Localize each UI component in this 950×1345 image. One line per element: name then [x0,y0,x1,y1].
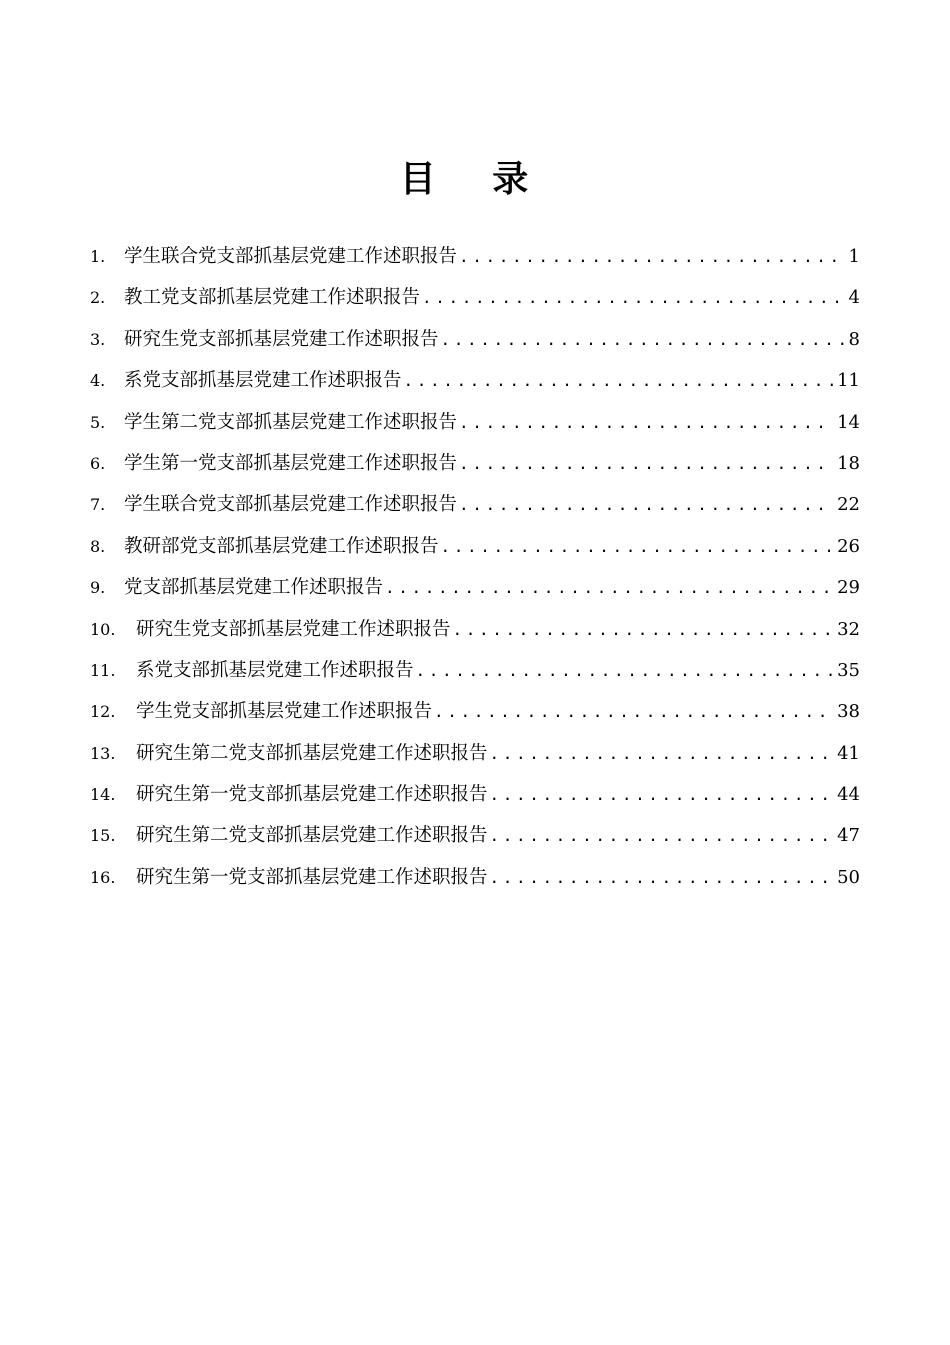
toc-entry-title: 学生党支部抓基层党建工作述职报告 [136,701,433,723]
toc-entry-title: 教研部党支部抓基层党建工作述职报告 [124,535,439,557]
toc-entry[interactable] [90,774,860,815]
toc-entry-title: 教工党支部抓基层党建工作述职报告 [124,287,421,309]
toc-entry-title: 学生第二党支部抓基层党建工作述职报告 [124,411,458,433]
toc-entry-page: 29 [837,577,860,599]
toc-entry-number: 14. [90,785,116,805]
toc-entry-title: 研究生第一党支部抓基层党建工作述职报告 [136,784,488,806]
toc-entry-page: 8 [848,328,860,350]
toc-entry-number: 7. [90,495,106,515]
toc-entry[interactable] [90,733,860,774]
toc-entry-page: 44 [837,784,860,806]
toc-dot-leader [453,609,834,650]
toc-dot-leader [490,774,834,815]
toc-entry[interactable] [90,650,860,691]
toc-entry-number: 8. [90,536,106,556]
toc-entry-number: 6. [90,453,106,473]
toc-dot-leader [459,402,833,443]
toc-entry-page: 26 [837,535,860,557]
toc-entry-number: 13. [90,743,116,763]
toc-entry[interactable] [90,567,860,608]
toc-entry[interactable] [90,526,860,567]
toc-entry[interactable] [90,360,860,401]
toc-entry-title: 研究生第二党支部抓基层党建工作述职报告 [136,742,488,764]
toc-entry-number: 5. [90,412,106,432]
toc-entry[interactable] [90,277,860,318]
toc-dot-leader [422,277,845,318]
toc-entry[interactable] [90,484,860,525]
toc-dot-leader [459,443,833,484]
toc-dot-leader [441,526,834,567]
toc-entry-page: 18 [837,452,860,474]
toc-entry-number: 3. [90,329,106,349]
toc-entry-title: 学生第一党支部抓基层党建工作述职报告 [124,452,458,474]
toc-entry[interactable] [90,609,860,650]
toc-entry-page: 41 [837,742,860,764]
toc-entry-page: 38 [837,701,860,723]
toc-entry[interactable] [90,815,860,856]
toc-entry-page: 4 [848,287,860,309]
toc-entry-number: 15. [90,826,116,846]
toc-entry-number: 11. [90,660,116,680]
toc-dot-leader [490,733,834,774]
toc-entry-title: 学生联合党支部抓基层党建工作述职报告 [124,494,458,516]
toc-entry[interactable] [90,319,860,360]
toc-entry-page: 32 [837,618,860,640]
toc-entry-title: 研究生第一党支部抓基层党建工作述职报告 [136,866,488,888]
toc-entry-number: 10. [90,619,116,639]
toc-entry-page: 14 [837,411,860,433]
toc-entry-page: 11 [837,370,860,392]
toc-dot-leader [404,360,834,401]
toc-entry-title: 研究生党支部抓基层党建工作述职报告 [124,328,439,350]
toc-entry-page: 35 [837,659,860,681]
toc-entry-page: 47 [837,825,860,847]
toc-dot-leader [459,236,845,277]
toc-entry-title: 学生联合党支部抓基层党建工作述职报告 [124,246,458,267]
toc-entry[interactable] [90,857,860,898]
toc-dot-leader [434,691,833,732]
toc-entry-title: 系党支部抓基层党建工作述职报告 [136,659,414,681]
toc-dot-leader [459,484,833,525]
toc-dot-leader [490,815,834,856]
toc-entry-number: 9. [90,578,106,598]
toc-entry-page: 22 [837,494,860,516]
toc-entry-number: 4. [90,371,106,391]
toc-entry-page: 50 [837,866,860,888]
toc-entry-title: 研究生第二党支部抓基层党建工作述职报告 [136,825,488,847]
toc-entry-page: 1 [848,246,860,267]
toc-title: 目 录 [399,159,551,200]
toc-entry-number: 12. [90,702,116,722]
toc-entry-number: 16. [90,867,116,887]
toc-dot-leader [385,567,833,608]
toc-list [90,236,860,898]
toc-entry-number: 2. [90,288,106,308]
toc-entry[interactable] [90,691,860,732]
toc-entry-title: 系党支部抓基层党建工作述职报告 [124,370,402,392]
toc-entry-title: 研究生党支部抓基层党建工作述职报告 [136,618,451,640]
toc-dot-leader [441,319,845,360]
toc-entry-number: 1. [90,247,106,266]
toc-entry[interactable] [90,402,860,443]
toc-dot-leader [490,857,834,898]
toc-entry-title: 党支部抓基层党建工作述职报告 [124,577,384,599]
toc-entry[interactable] [90,236,860,277]
toc-dot-leader [416,650,834,691]
toc-entry[interactable] [90,443,860,484]
